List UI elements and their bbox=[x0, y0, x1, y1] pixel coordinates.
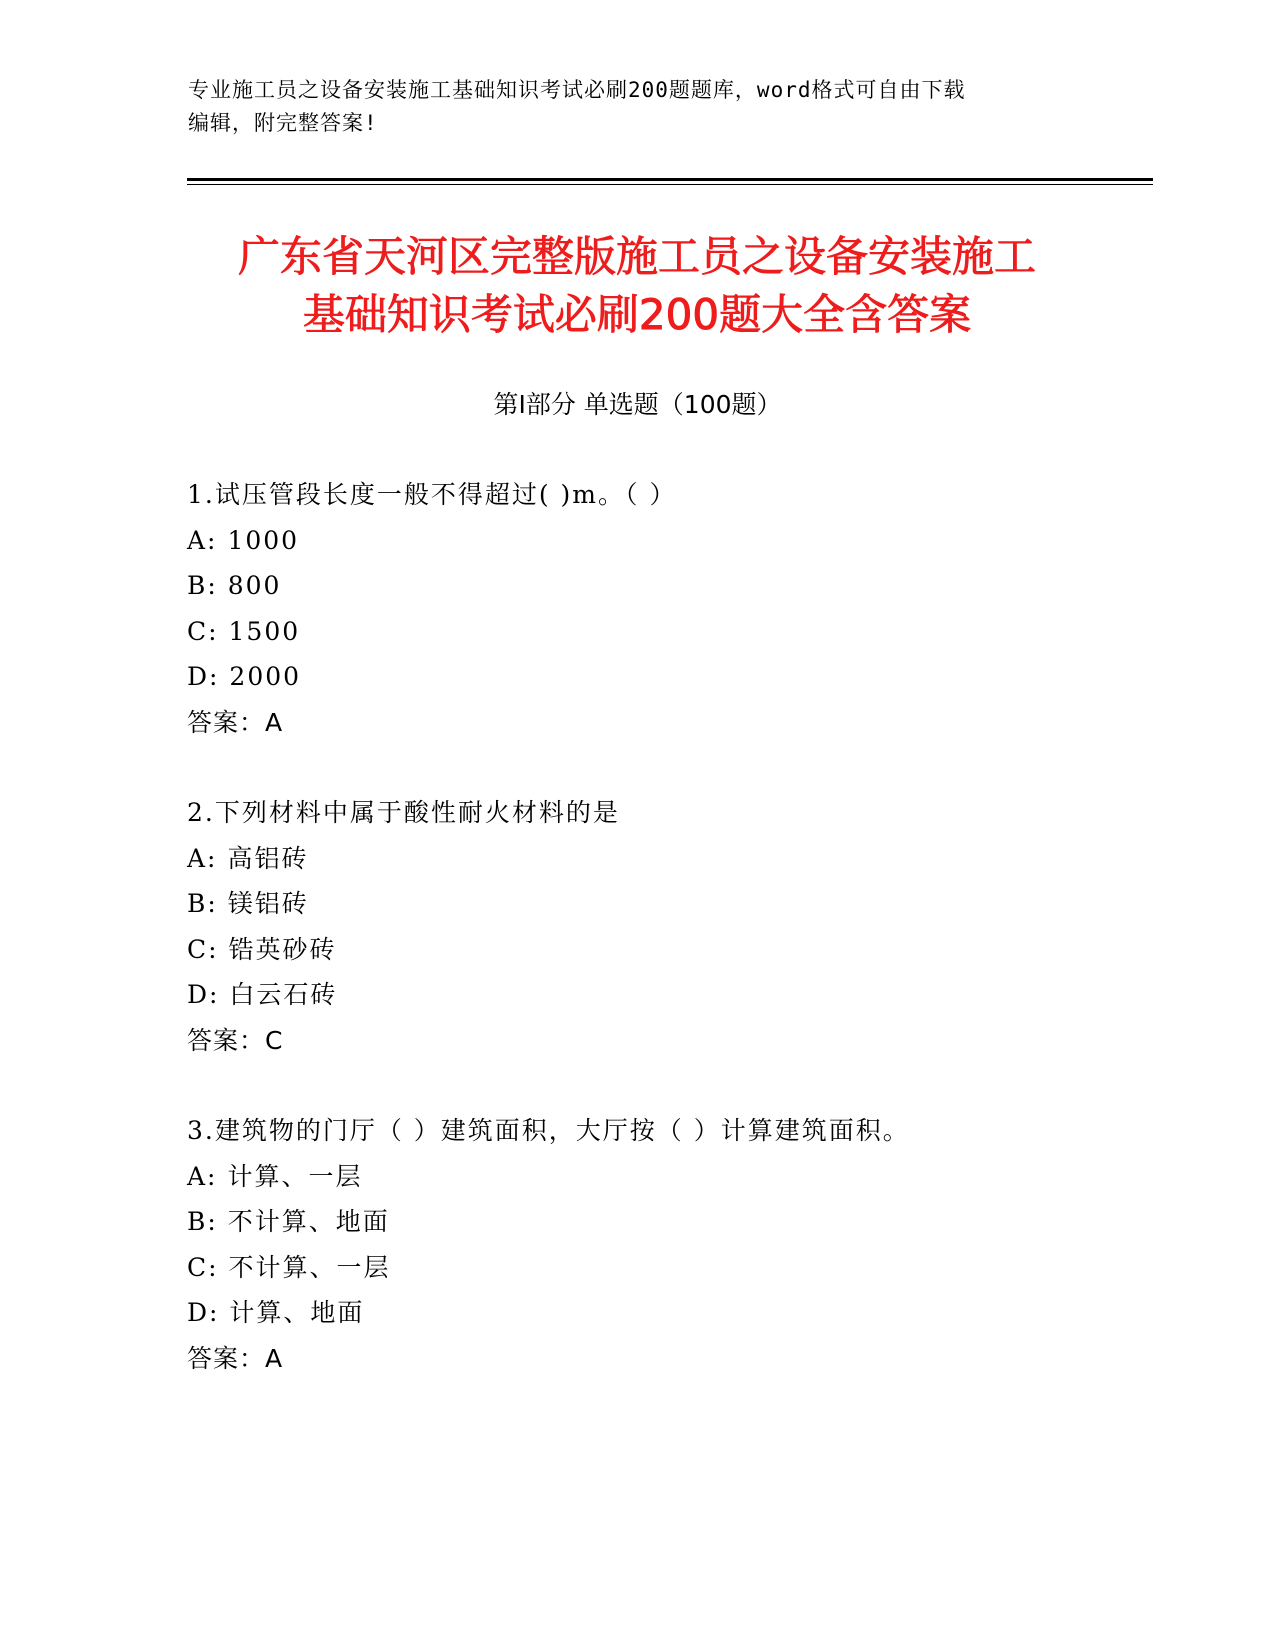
header-note bbox=[188, 74, 1088, 140]
document-title-line-2: 基础知识考试必刷200题大全含答案 bbox=[302, 290, 972, 339]
question-stem: 3.建筑物的门厅（ ）建筑面积，大厅按（ ）计算建筑面积。 bbox=[187, 1116, 910, 1145]
question-stem: 2.下列材料中属于酸性耐火材料的是 bbox=[187, 798, 620, 827]
question-stem: 1.试压管段长度一般不得超过( )m。（ ） bbox=[187, 480, 677, 509]
answer-line: 答案：A bbox=[187, 1343, 284, 1373]
header-divider-thick bbox=[187, 178, 1153, 181]
option-text: 不计算、一层 bbox=[228, 1252, 391, 1282]
option-a bbox=[187, 836, 1147, 882]
option-text: 1000 bbox=[227, 525, 300, 555]
option-a bbox=[187, 518, 1147, 564]
section-heading: 第Ⅰ部分 单选题（100题） bbox=[493, 390, 782, 419]
question-2 bbox=[187, 790, 1147, 1063]
option-letter: D: bbox=[187, 662, 220, 691]
option-d bbox=[187, 972, 1147, 1018]
option-text: 镁铝砖 bbox=[227, 889, 309, 918]
option-letter: C: bbox=[187, 934, 219, 964]
option-letter: D: bbox=[187, 980, 220, 1009]
option-b bbox=[187, 563, 1147, 609]
answer-line: 答案：C bbox=[187, 1025, 284, 1055]
option-a bbox=[187, 1154, 1147, 1200]
question-list bbox=[187, 472, 1147, 1426]
option-b bbox=[187, 1199, 1147, 1245]
option-letter: B: bbox=[187, 1207, 218, 1236]
document-title bbox=[137, 228, 1137, 344]
option-letter: A: bbox=[187, 843, 218, 873]
option-letter: C: bbox=[187, 616, 219, 646]
option-letter: C: bbox=[187, 1252, 219, 1282]
option-text: 2000 bbox=[229, 662, 302, 691]
header-note-line-2: 编辑，附完整答案! bbox=[188, 111, 378, 135]
answer-line: 答案：A bbox=[187, 707, 284, 737]
option-text: 计算、一层 bbox=[227, 1161, 363, 1191]
question-3 bbox=[187, 1108, 1147, 1381]
option-d bbox=[187, 1290, 1147, 1336]
option-d bbox=[187, 654, 1147, 700]
option-letter: A: bbox=[187, 525, 218, 555]
option-text: 不计算、地面 bbox=[227, 1207, 390, 1236]
document-title-line-1: 广东省天河区完整版施工员之设备安装施工 bbox=[237, 232, 1036, 281]
option-text: 白云石砖 bbox=[229, 980, 338, 1009]
question-1 bbox=[187, 472, 1147, 745]
option-letter: A: bbox=[187, 1161, 218, 1191]
option-c bbox=[187, 609, 1147, 655]
header-divider-thin bbox=[187, 184, 1153, 185]
option-text: 800 bbox=[227, 571, 282, 600]
option-letter: B: bbox=[187, 889, 218, 918]
header-note-line-1: 专业施工员之设备安装施工基础知识考试必刷200题题库，word格式可自由下载 bbox=[188, 78, 966, 102]
option-letter: B: bbox=[187, 571, 218, 600]
option-text: 高铝砖 bbox=[227, 843, 309, 873]
option-c bbox=[187, 1245, 1147, 1291]
option-c bbox=[187, 927, 1147, 973]
option-text: 锆英砂砖 bbox=[228, 934, 337, 964]
option-text: 1500 bbox=[228, 616, 301, 646]
option-b bbox=[187, 881, 1147, 927]
option-letter: D: bbox=[187, 1298, 220, 1327]
option-text: 计算、地面 bbox=[229, 1298, 365, 1327]
